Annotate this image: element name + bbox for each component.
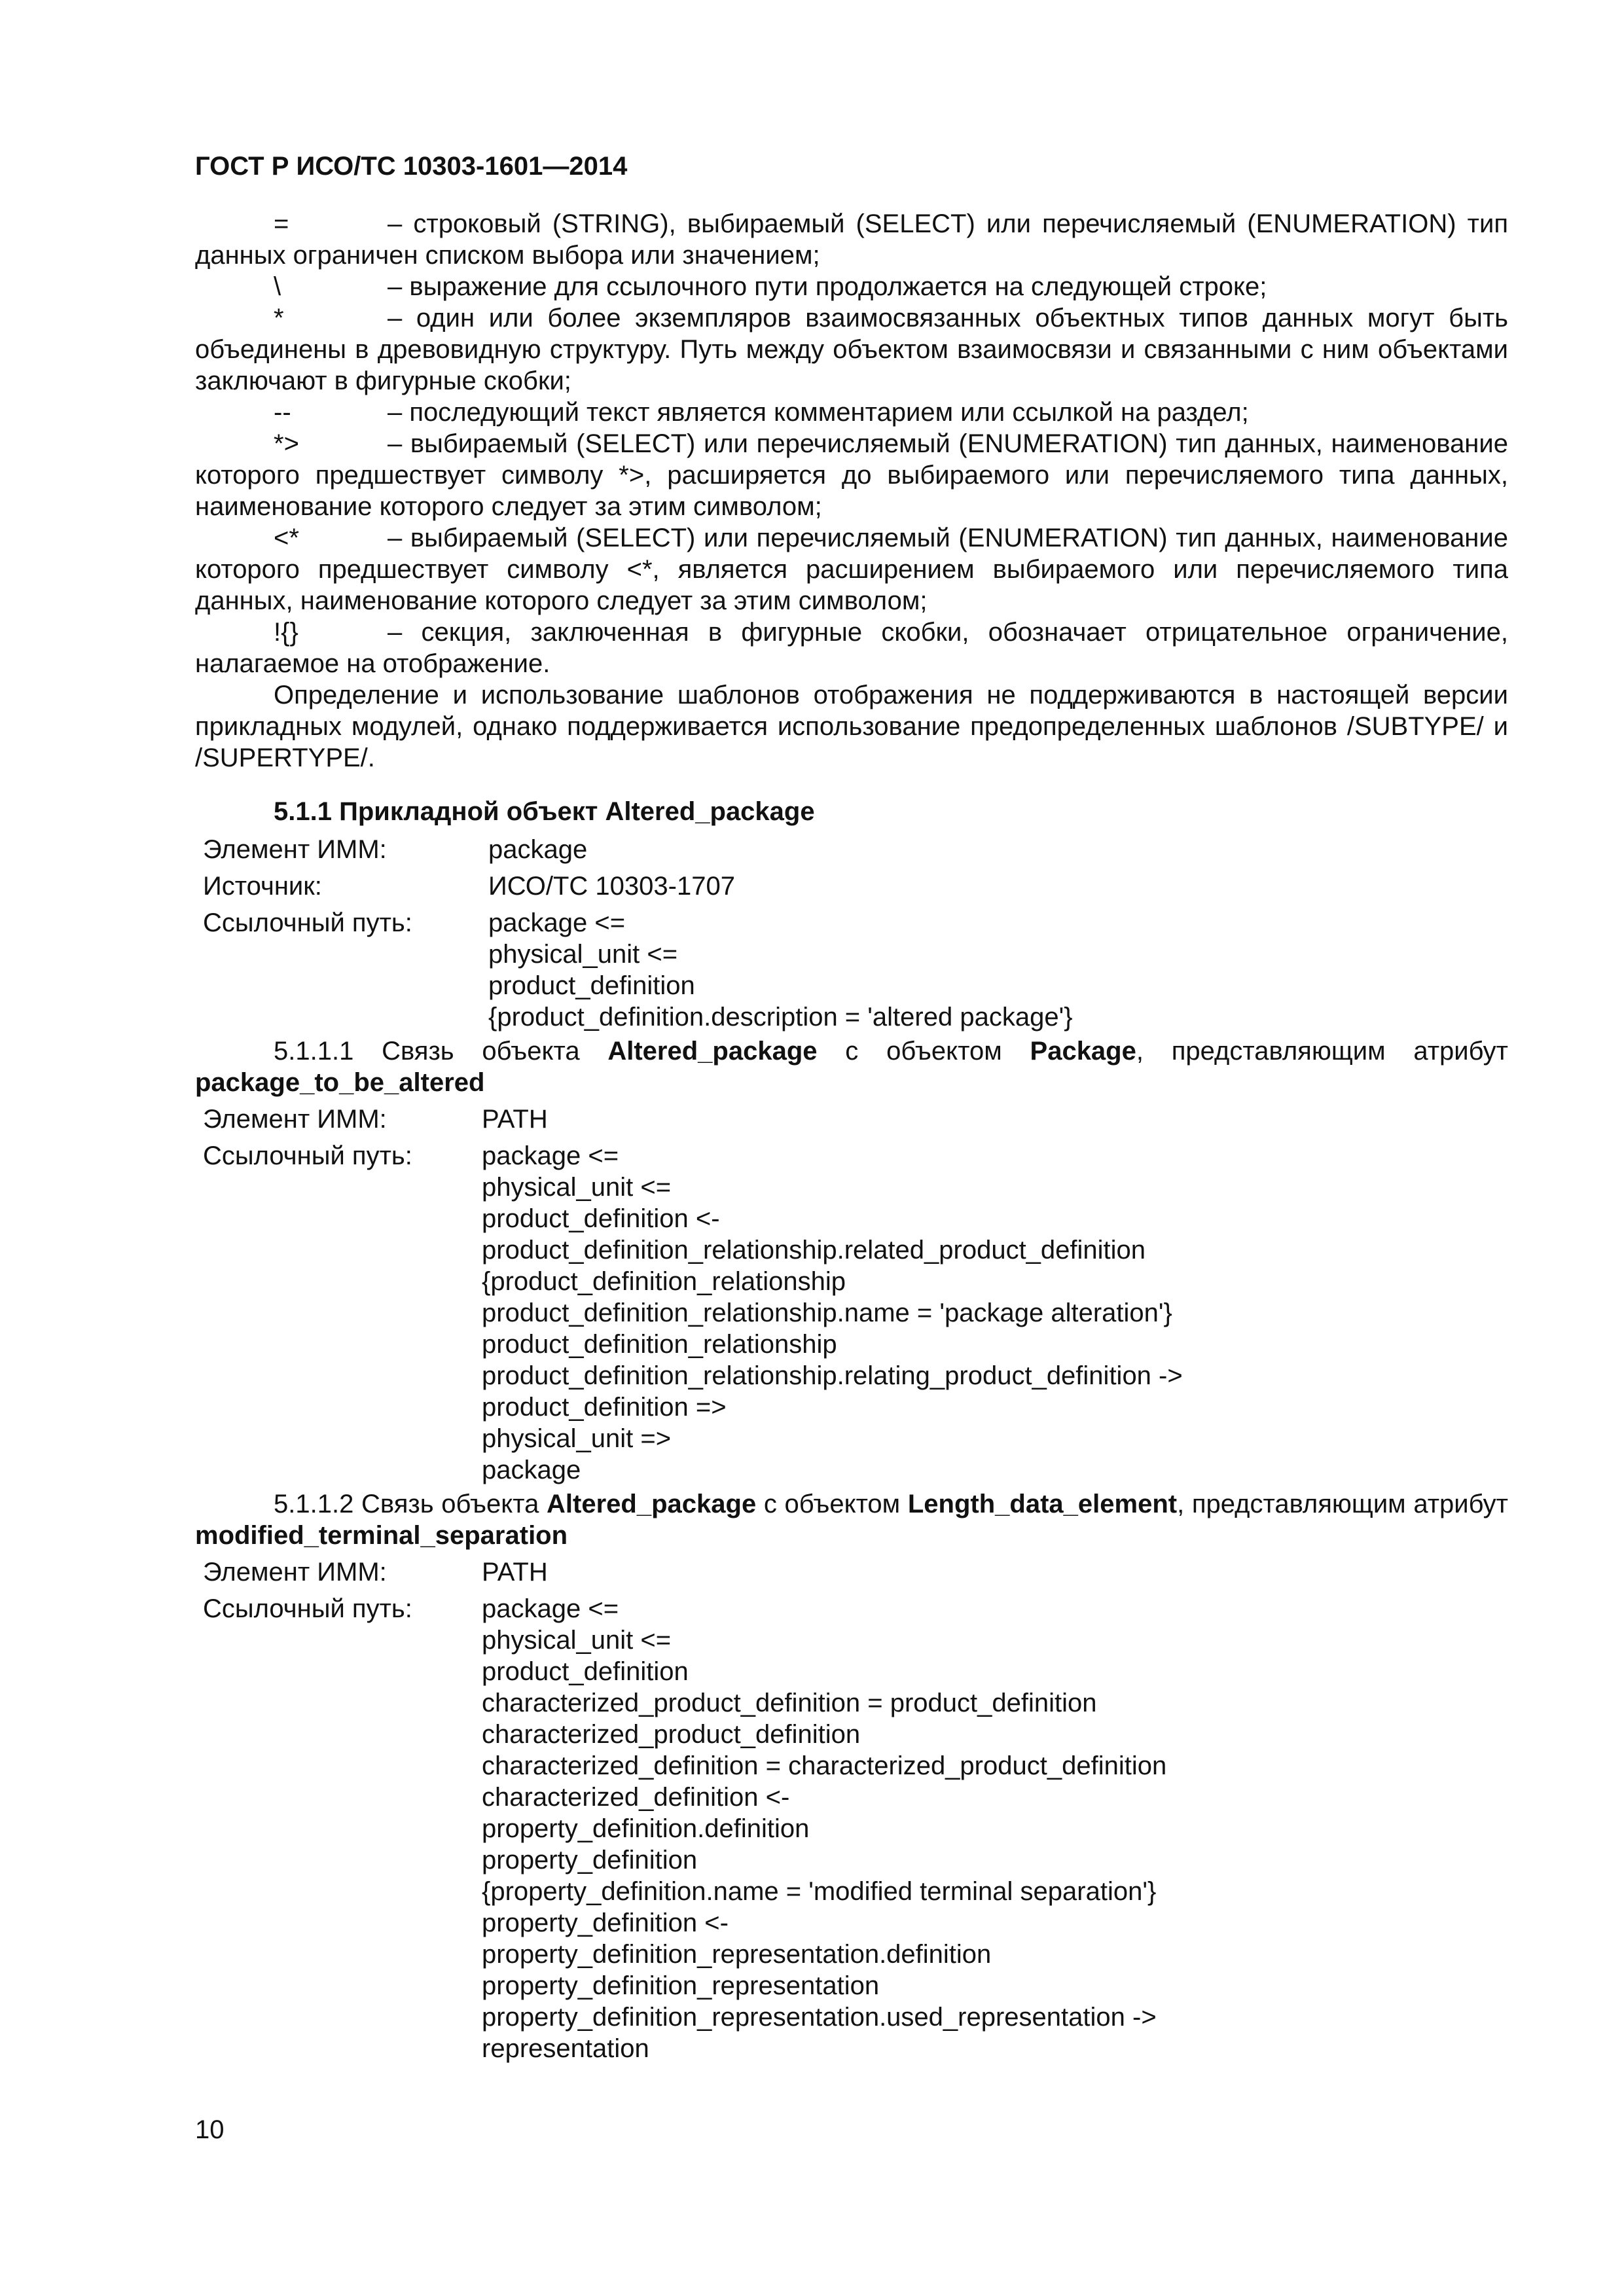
subsection-mid: с объектом [817,1037,1030,1066]
subsection-heading [195,1035,1508,1098]
page-number: 10 [195,2115,225,2144]
reference-path-label: Ссылочный путь: [203,908,412,937]
mim-element-row [195,834,1508,865]
object-name: Altered_package [607,1037,818,1066]
reference-path: package <= physical_unit <= product_definition {product_definition.description = 'altered package'} [488,908,1073,1031]
subsection-prefix: 5.1.1.1 Связь объекта [274,1037,608,1066]
mim-element-row [195,1556,1508,1588]
document-header: ГОСТ Р ИСО/ТС 10303-1601—2014 [195,152,628,181]
mim-element-value: package [488,835,588,864]
subsection-suffix: , представляющим атрибут [1136,1037,1508,1066]
source-label: Источник: [203,872,322,901]
symbol: = [274,209,289,238]
symbol-row [195,397,1508,428]
mim-element-value: PATH [482,1105,548,1134]
symbol: *> [274,429,299,458]
symbol-description: – выбираемый (SELECT) или перечисляемый (ENUMERATION) тип данных, наименование которого предшествует символу *>, расширяется до выбираемого или перечисляемого типа данных, наименование которого следует за этим символом; [195,429,1508,521]
reference-path: package <= physical_unit <= product_definition <- product_definition_relationship.related_product_definition {product_definition_relationship product_definition_relationship.name = 'package alteration'} product_definition_relationship product_definition_relationship.relating_product_definition -> product_definition => physical_unit => package [482,1141,1183,1484]
symbol: !{} [274,618,298,647]
object-name: Altered_package [547,1490,757,1518]
document-page [195,151,1508,2064]
reference-path-row [195,1593,1508,2064]
symbol: \ [274,272,281,301]
mim-element-label: Элемент ИММ: [203,835,387,864]
attribute-name: modified_terminal_separation [195,1521,568,1550]
subsection-mid: с объектом [756,1490,908,1518]
symbol-description: – выбираемый (SELECT) или перечисляемый (ENUMERATION) тип данных, наименование которого предшествует символу <*, является расширением выбираемого или перечисляемого типа данных, наименование которого следует за этим символом; [195,524,1508,615]
symbol: -- [274,398,291,427]
symbol-description: – выражение для ссылочного пути продолжается на следующей строке; [388,272,1267,301]
reference-path-row [195,1140,1508,1486]
subsection-heading [195,1488,1508,1551]
reference-path-row [195,907,1508,1033]
object-name: Length_data_element [907,1490,1178,1518]
reference-path-label: Ссылочный путь: [203,1594,412,1623]
source-value: ИСО/ТС 10303-1707 [488,872,735,901]
reference-path: package <= physical_unit <= product_definition characterized_product_definition = product_definition characterized_product_definition characterized_definition = characterized_product_definition characterized_definition <- property_definition.definition property_definition {property_definition.name = 'modified terminal separation'} property_definition <- property_definition_representation.definition property_definition_representation property_definition_representation.used_representation -> representation [482,1594,1167,2063]
attribute-name: package_to_be_altered [195,1068,485,1097]
symbol-row [195,522,1508,617]
mim-element-label: Элемент ИММ: [203,1105,387,1134]
reference-path-label: Ссылочный путь: [203,1141,412,1170]
section-title: 5.1.1 Прикладной объект Altered_package [274,797,815,826]
symbol: * [274,304,284,332]
symbol-description: – секция, заключенная в фигурные скобки, обозначает отрицательное ограничение, налагаемое на отображение. [195,618,1508,678]
mim-element-row [195,1103,1508,1135]
subsection-suffix: , представляющим атрибут [1177,1490,1508,1518]
object-name: Package [1030,1037,1136,1066]
symbol: <* [274,524,299,552]
mim-element-label: Элемент ИММ: [203,1558,387,1587]
symbol-row [195,208,1508,271]
subsection-prefix: 5.1.1.2 Связь объекта [274,1490,547,1518]
symbol-description: – последующий текст является комментарием или ссылкой на раздел; [388,398,1249,427]
symbol-description: – один или более экземпляров взаимосвязанных объектных типов данных могут быть объединены в древовидную структуру. Путь между объектом взаимосвязи и связанными с ним объектами заключают в фигурные скобки; [195,304,1508,395]
symbol-description: – строковый (STRING), выбираемый (SELECT) или перечисляемый (ENUMERATION) тип данных ограничен списком выбора или значением; [195,209,1508,270]
symbol-row [195,271,1508,302]
mim-element-value: PATH [482,1558,548,1587]
symbol-row [195,428,1508,522]
symbol-row [195,617,1508,679]
symbol-row [195,302,1508,397]
source-row [195,870,1508,902]
templates-paragraph: Определение и использование шаблонов отображения не поддерживаются в настоящей версии прикладных модулей, однако поддерживается использование предопределенных шаблонов /SUBTYPE/ и /SUPERTYPE/. [195,681,1508,772]
symbol-list [195,208,1508,679]
